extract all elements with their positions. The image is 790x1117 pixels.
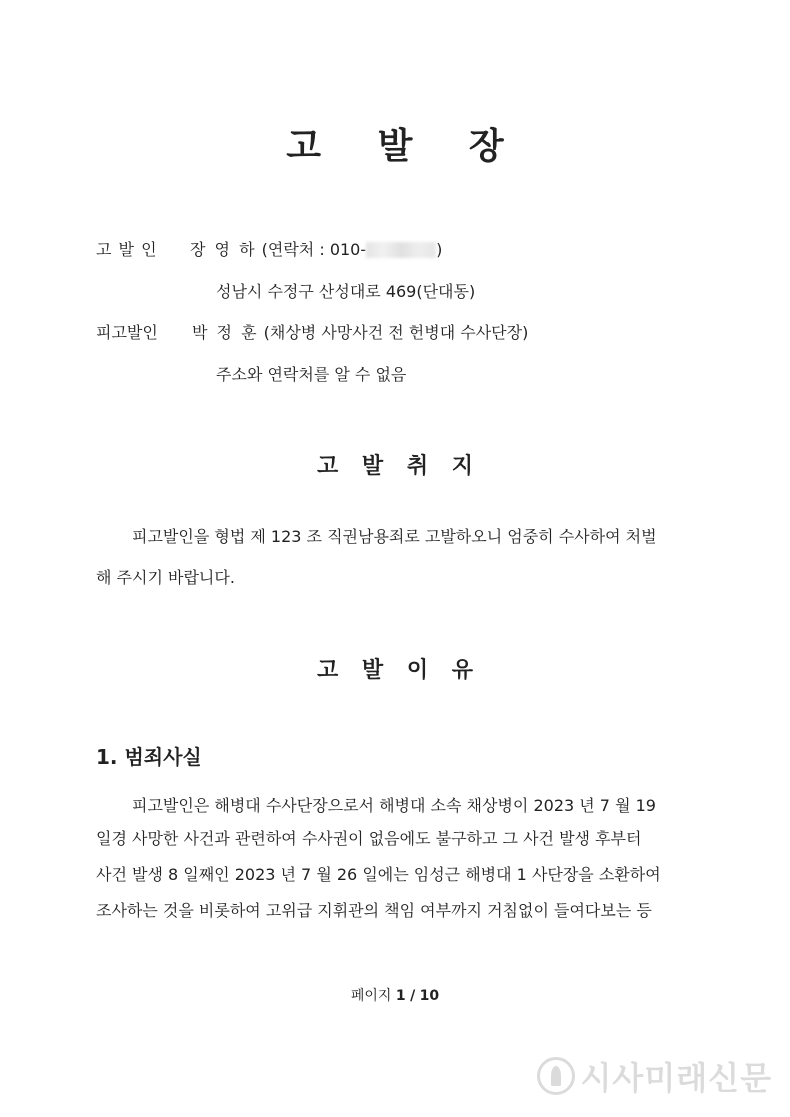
complainant-row bbox=[96, 240, 442, 260]
section-title: 1. 범죄사실 bbox=[96, 745, 202, 769]
complainant-contact-prefix: (연락처 : 010- bbox=[261, 240, 367, 259]
page-current: 1 bbox=[395, 988, 406, 1004]
reason-line-2: 일경 사망한 사건과 관련하여 수사권이 없음에도 불구하고 그 사건 발생 후부터 bbox=[96, 829, 642, 848]
complainant-contact-suffix: ) bbox=[436, 240, 443, 259]
accused-description: (채상병 사망사건 전 헌병대 수사단장) bbox=[263, 323, 529, 342]
page-separator: / bbox=[410, 988, 416, 1004]
document-title: 고 발 장 bbox=[286, 126, 526, 167]
complainant-name: 장 영 하 bbox=[190, 240, 257, 259]
accused-address: 주소와 연락처를 알 수 없음 bbox=[216, 365, 407, 384]
purpose-line-2: 해 주시기 바랍니다. bbox=[96, 568, 235, 587]
watermark-text: 시사미래신문 bbox=[580, 1059, 772, 1097]
accused-name: 박 정 훈 bbox=[192, 323, 259, 342]
page-total: 10 bbox=[419, 988, 440, 1004]
reason-line-3: 사건 발생 8 일째인 2023 년 7 월 26 일에는 임성근 해병대 1 사단장을 소환하여 bbox=[96, 865, 661, 884]
accused-row bbox=[96, 323, 528, 343]
reasons-heading: 고 발 이 유 bbox=[317, 658, 481, 683]
accused-label: 피고발인 bbox=[96, 323, 158, 342]
complainant-label: 고 발 인 bbox=[96, 240, 158, 259]
complainant-address: 성남시 수정구 산성대로 469(단대동) bbox=[216, 282, 476, 301]
purpose-heading: 고 발 취 지 bbox=[317, 454, 481, 479]
page-indicator bbox=[0, 985, 790, 1005]
pen-nib-icon bbox=[537, 1057, 575, 1095]
watermark bbox=[537, 1053, 772, 1099]
reason-line-4: 조사하는 것을 비롯하여 고위급 지휘관의 책임 여부까지 거침없이 들여다보는 등 bbox=[96, 901, 652, 920]
reason-line-1: 피고발인은 해병대 수사단장으로서 해병대 소속 채상병이 2023 년 7 월 19 bbox=[132, 796, 656, 815]
page-prefix: 페이지 bbox=[350, 988, 392, 1004]
purpose-line-1: 피고발인을 형법 제 123 조 직권남용죄로 고발하오니 엄중히 수사하여 처벌 bbox=[132, 527, 657, 546]
redacted-phone bbox=[366, 242, 436, 258]
